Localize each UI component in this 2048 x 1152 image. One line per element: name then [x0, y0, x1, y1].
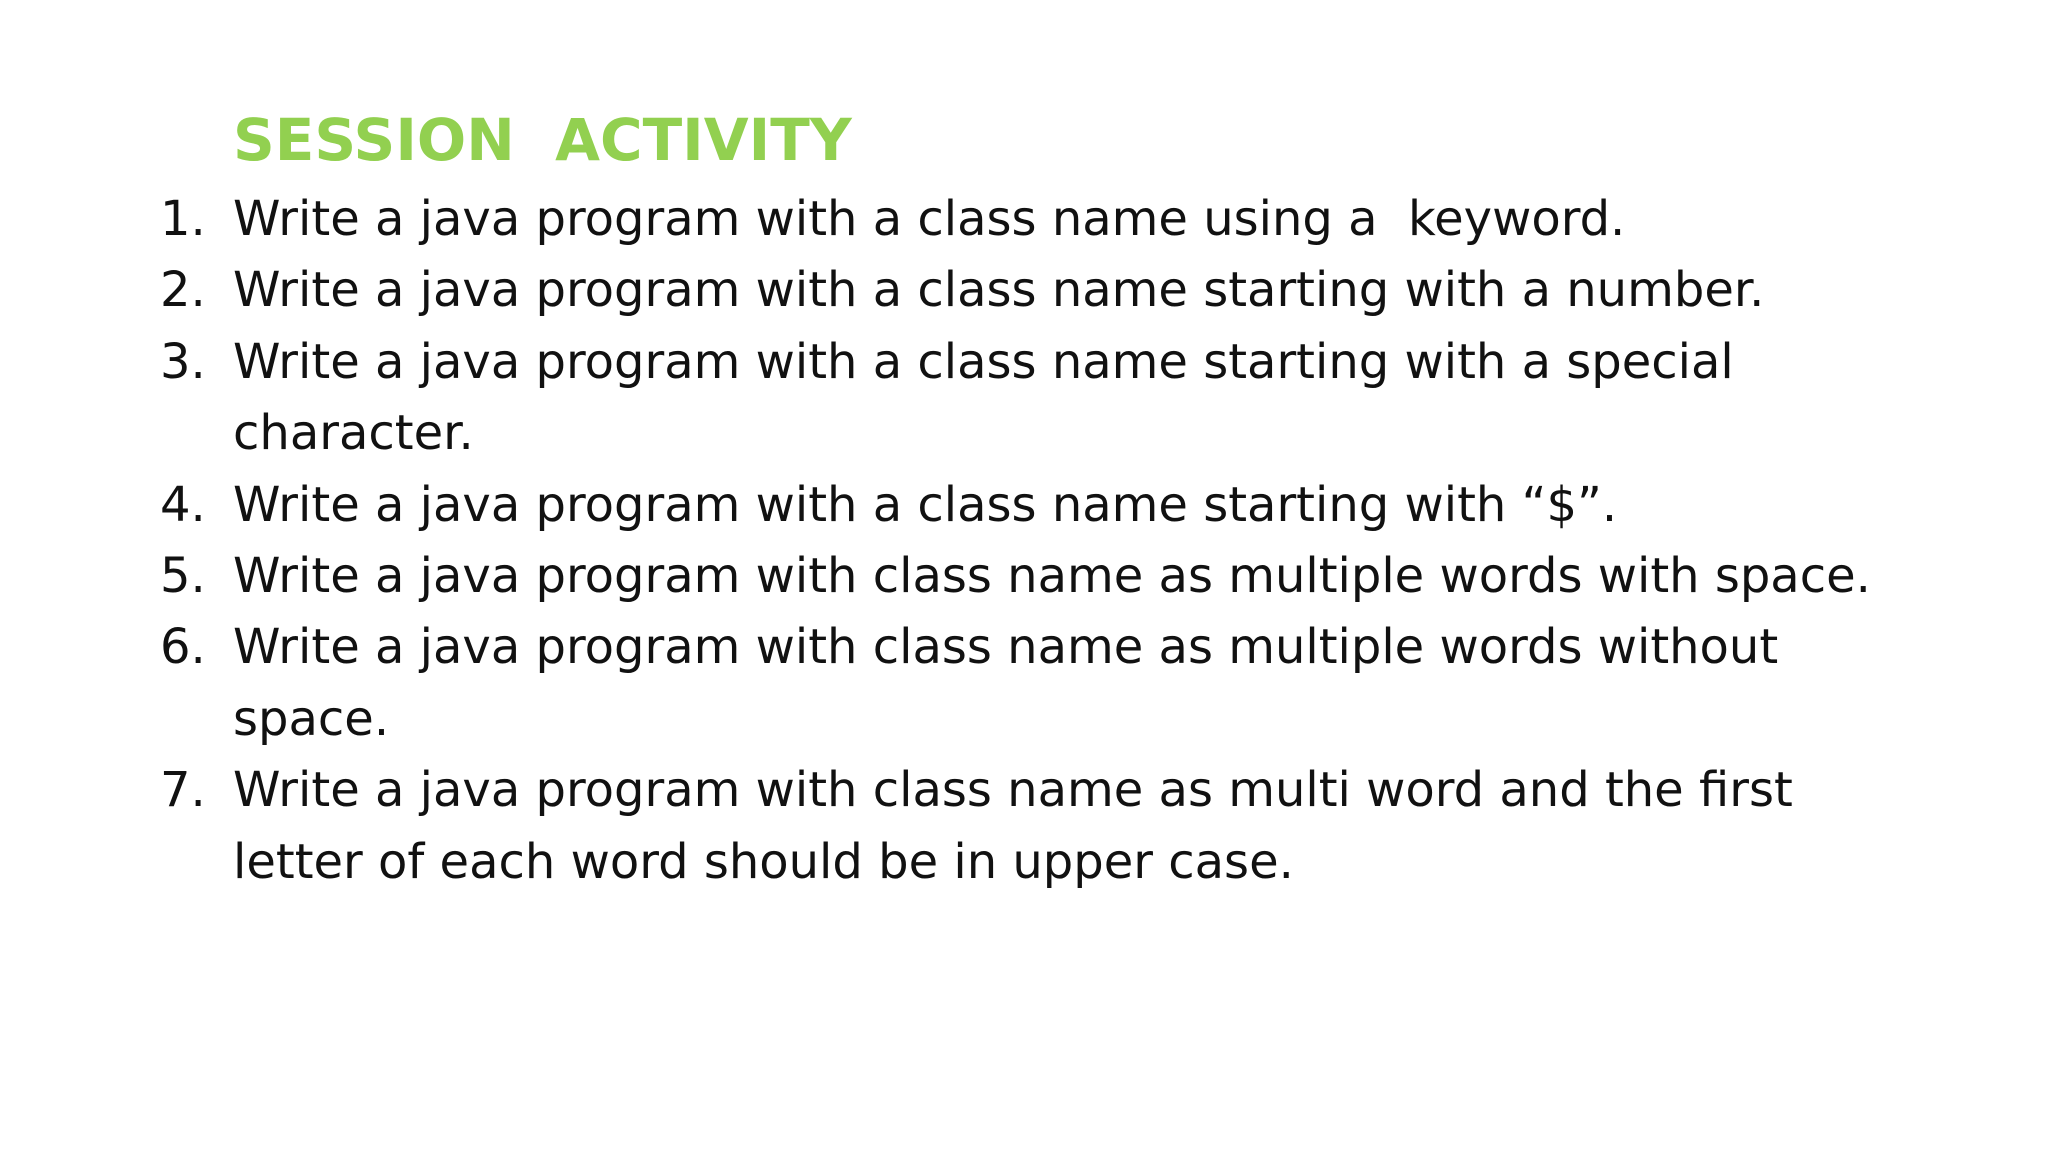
activity-item-5	[160, 541, 2020, 612]
item-text: Write a java program with a class name using a keyword.	[233, 191, 1626, 247]
item-number: 6.	[160, 619, 206, 676]
activity-item-2	[160, 255, 2020, 326]
activity-item-7	[160, 755, 2020, 898]
item-text-continued: letter of each word should be in upper case.	[233, 833, 1294, 890]
item-number: 2.	[160, 262, 206, 319]
item-text: Write a java program with a class name starting with a special	[233, 333, 1734, 390]
item-number: 1.	[160, 191, 206, 247]
activity-item-3	[160, 327, 2020, 470]
item-text-continued: space.	[233, 690, 390, 747]
item-number: 4.	[160, 476, 206, 533]
item-text: Write a java program with class name as multiple words with space.	[233, 548, 1871, 605]
activity-item-6	[160, 612, 2020, 755]
item-text: Write a java program with class name as multi word and the first	[233, 762, 1793, 819]
item-number: 5.	[160, 548, 206, 605]
item-text: Write a java program with a class name starting with a number.	[233, 262, 1765, 319]
slide-title: SESSION ACTIVITY	[233, 106, 852, 174]
activity-item-1	[160, 184, 2020, 255]
item-text: Write a java program with a class name starting with “$”.	[233, 476, 1618, 533]
item-text-continued: character.	[233, 405, 474, 462]
item-number: 7.	[160, 762, 206, 819]
item-text: Write a java program with class name as multiple words without	[233, 619, 1779, 676]
activity-item-4	[160, 470, 2020, 541]
activity-list	[160, 184, 2020, 898]
item-number: 3.	[160, 333, 206, 390]
